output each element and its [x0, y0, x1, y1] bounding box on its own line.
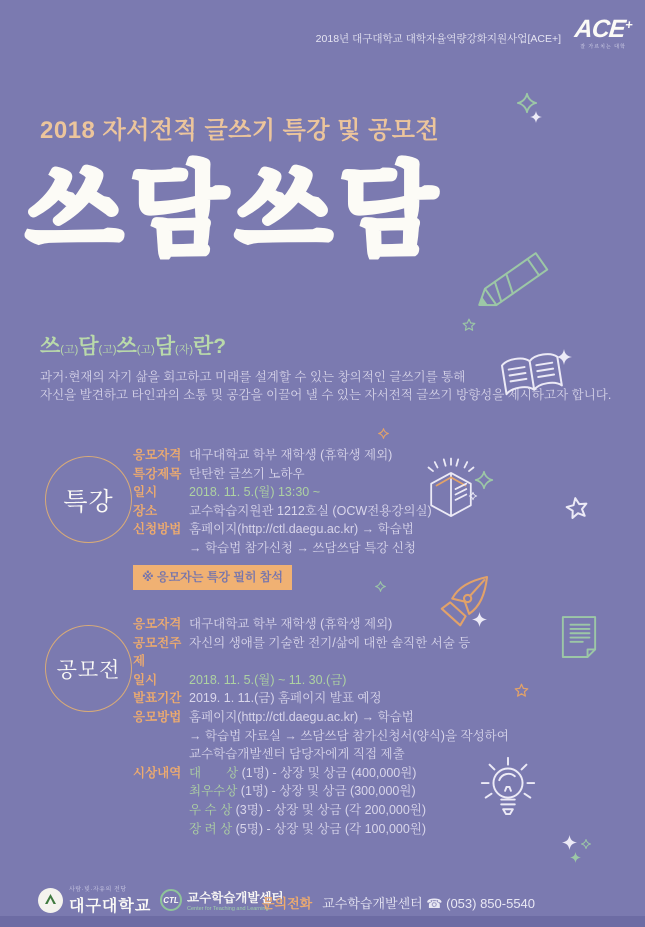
lecture-row-eligibility: 응모자격 대구대학교 학부 재학생 (휴학생 제외)	[133, 448, 393, 462]
contact-value: 교수학습개발센터 ☎ (053) 850-5540	[322, 896, 536, 911]
star-icon	[462, 318, 476, 332]
intro-line-1: 과거·현재의 자기 삶을 회고하고 미래를 설계할 수 있는 창의적인 글쓰기를 통해	[40, 370, 466, 384]
contest-row-apply: 응모방법 홈페이지(http://ctl.daegu.ac.kr) → 학습법 → 학습법 자료실 → 쓰담쓰담 참가신청서(양식)을 작성하여 교수학습개발센터 담당자에게 직접 제출	[133, 709, 509, 762]
intro-line-2: 자신을 발견하고 타인과의 소통 및 공감을 이끌어 낼 수 있는 자서전적 글쓰기 방향성을 제시하고자 합니다.	[40, 387, 612, 402]
lecture-info	[133, 446, 432, 590]
lightbulb-icon	[476, 750, 540, 820]
ctl-center-tagline: Center for Teaching and Learning	[187, 906, 269, 912]
sparkle-icon	[468, 491, 478, 501]
contest-info	[133, 615, 509, 838]
program-title: 2018년 대구대학교 대학자율역량강화지원사업[ACE+]	[315, 33, 561, 45]
ace-plus-logo	[570, 17, 636, 50]
award-second: 우 수 상 (3명) - 상장 및 상금 (각 200,000원)	[189, 802, 427, 817]
lecture-apply-url: 홈페이지(http://ctl.daegu.ac.kr) → 학습법	[189, 522, 414, 537]
university-emblem-icon	[38, 888, 63, 913]
university-tagline: 사람·빛·자유의 전당	[69, 887, 127, 893]
contest-row-announcement: 발표기간 2019. 1. 11.(금) 홈페이지 발표 예정	[133, 691, 382, 706]
university-name: 대구대학교	[69, 898, 152, 915]
sparkle-icon	[530, 111, 542, 123]
sparkle-icon	[580, 838, 592, 850]
award-first: 최우수상 (1명) - 상장 및 상금 (300,000원)	[189, 784, 416, 799]
lecture-circle-badge: 특강	[45, 456, 132, 543]
award-grand: 대 상 (1명) - 상장 및 상금 (400,000원)	[189, 765, 417, 780]
contest-row-date: 일시 2018. 11. 5.(월) ~ 11. 30.(금)	[133, 672, 347, 687]
ctl-mark-icon: CTL	[160, 889, 182, 911]
sparkle-icon	[570, 852, 581, 863]
footer-band	[0, 916, 645, 927]
ace-logo-text: ACE+	[573, 15, 633, 43]
study-book-icon	[424, 458, 478, 522]
contest-row-awards: 시상내역 대 상 (1명) - 상장 및 상금 (400,000원) 최우수상 (1명) - 상장 및 상금 (300,000원) 우 수 상 (3명) - 상장 및 상금 (각 200,000원) 장 려 상 (5명) - 상장 및 상금 (각 100,000원)	[133, 764, 509, 838]
poster-main-title: 쓰담쓰담	[26, 155, 445, 267]
sparkle-icon	[377, 427, 390, 440]
contest-apply-url: 홈페이지(http://ctl.daegu.ac.kr) → 학습법	[189, 709, 414, 724]
lecture-row-place: 장소 교수학습지원관 1212호실 (OCW전용강의실)	[133, 503, 432, 518]
sparkle-icon	[472, 612, 487, 627]
lecture-row-topic: 특강제목 탄탄한 글쓰기 노하우	[133, 466, 305, 481]
poster-subtitle: 2018 자서전적 글쓰기 특강 및 공모전	[40, 117, 440, 144]
university-logo	[38, 884, 151, 916]
document-icon	[560, 614, 598, 662]
award-third: 장 려 상 (5명) - 상장 및 상금 (각 100,000원)	[189, 821, 427, 836]
ace-logo-tagline: 잘 가르치는 대학	[580, 44, 626, 50]
sparkle-icon	[374, 580, 387, 593]
sparkle-icon	[556, 349, 572, 365]
star-icon	[563, 494, 591, 522]
contact-label: 문의전화	[262, 896, 313, 911]
lecture-notice-badge: ※ 응모자는 특강 필히 참석	[133, 565, 292, 591]
intro-heading: 쓰(고)담(고)쓰(고)담(자)란?	[40, 335, 227, 358]
lecture-row-apply: 신청방법 홈페이지(http://ctl.daegu.ac.kr) → 학습법 → 학습법 참가신청 → 쓰담쓰담 특강 신청	[133, 522, 416, 555]
contact-phone	[262, 893, 535, 912]
contest-circle-badge: 공모전	[45, 625, 132, 712]
star-icon	[514, 683, 529, 698]
contest-row-eligibility: 응모자격 대구대학교 학부 재학생 (휴학생 제외)	[133, 617, 393, 631]
ctl-center-name: 교수학습개발센터	[187, 891, 284, 905]
pencil-icon	[468, 245, 556, 318]
sparkle-icon	[474, 470, 494, 490]
contest-row-theme: 공모전주제 자신의 생애를 기술한 전기/삶에 대한 솔직한 서술 등	[133, 635, 471, 669]
sparkle-icon	[562, 835, 577, 850]
lecture-row-date: 일시 2018. 11. 5.(월) 13:30 ~	[133, 485, 321, 500]
